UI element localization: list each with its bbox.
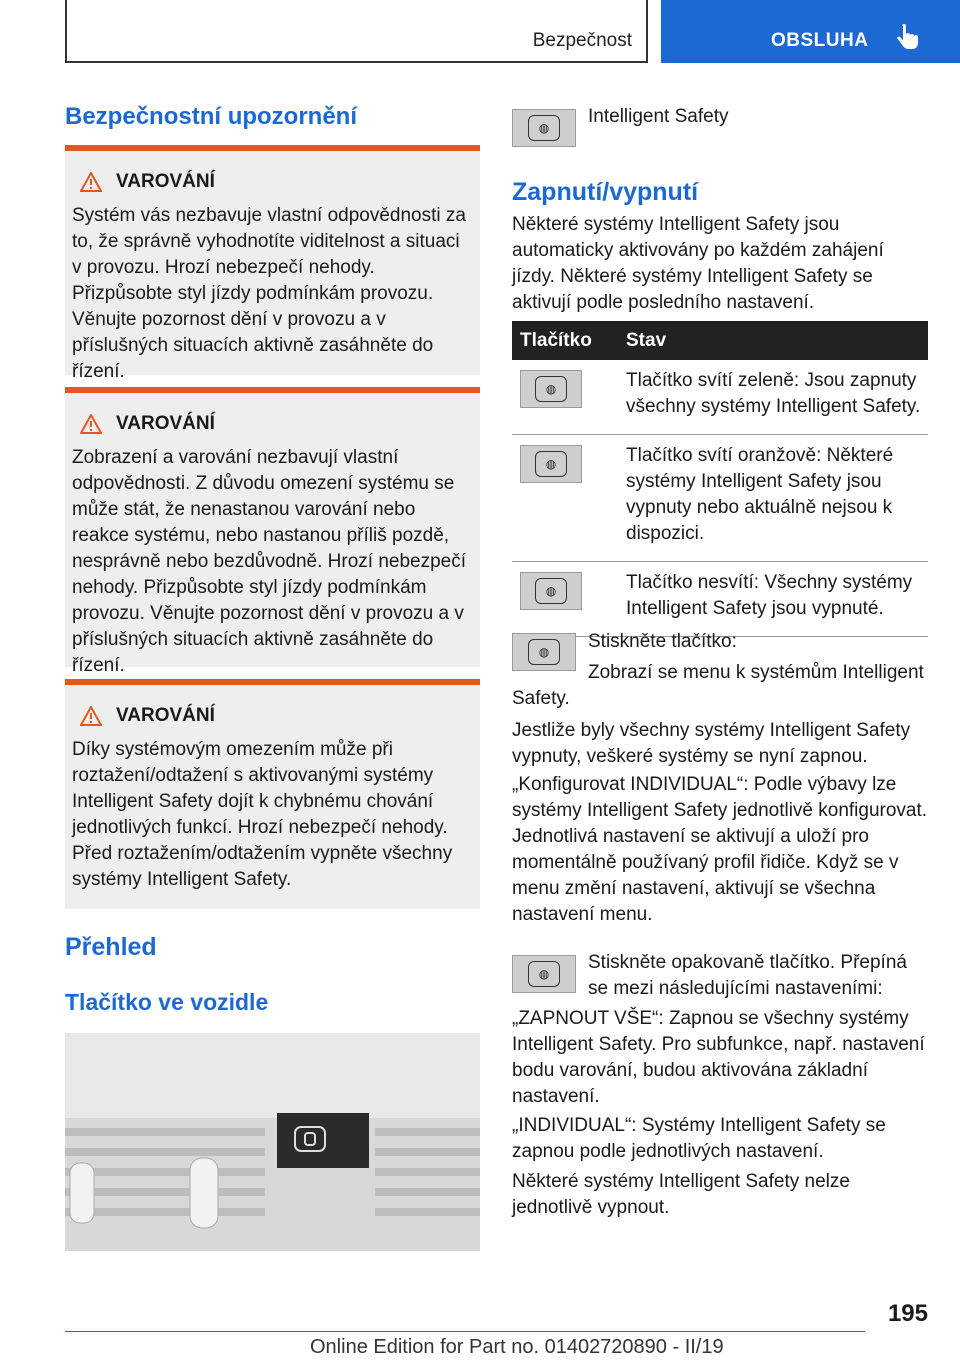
car-safety-icon: ◍ xyxy=(545,457,557,471)
warning-text: Zobrazení a varování nezbavují vlastní odpovědnosti. Z důvodu omezení systému se může stát, že nenastanou varování nebo reakce systému, nebo nastanou příliš pozdě, nesprávně nebo bezdůvodně. Hrozí nebezpečí nehody. Přizpůsobte styl jízdy podmínkám provozu. Věnujte pozornost dění v provozu a v příslušných situacích aktivně zasáhněte do řízení. xyxy=(72,447,466,676)
car-safety-icon: ◍ xyxy=(538,645,550,659)
status-table xyxy=(512,321,928,637)
car-safety-icon: ◍ xyxy=(545,382,557,396)
warning-label: VAROVÁNÍ xyxy=(116,705,215,726)
warning-triangle-icon xyxy=(80,706,102,726)
warning-triangle-icon xyxy=(80,172,102,192)
hand-pointer-icon xyxy=(897,24,919,52)
table-row xyxy=(512,562,928,637)
warning-label: VAROVÁNÍ xyxy=(116,171,215,192)
warning-text: Systém vás nezbavuje vlastní odpovědnosti za to, že správně vyhodnotíte viditelnost a situaci v provozu. Hrozí nebezpečí nehody. Přizpůsobte styl jízdy podmínkám provozu. Věnujte pozornost dění v provozu a v příslušných situacích aktivně zasáhněte do řízení. xyxy=(72,205,466,382)
button-in-vehicle-title: Tlačítko ve vozidle xyxy=(65,989,269,1015)
overview-title: Přehled xyxy=(65,933,157,961)
press-step-1: Stiskněte tlačítko: xyxy=(588,631,737,652)
car-safety-icon: ◍ xyxy=(545,584,557,598)
warning-box-3 xyxy=(65,679,480,909)
state-text: Tlačítko svítí zeleně: Jsou zapnuty všechny systémy Intelligent Safety. xyxy=(618,360,928,435)
intelligent-safety-button-image xyxy=(512,109,576,147)
header-section-title: Bezpečnost xyxy=(532,30,632,51)
table-row xyxy=(512,435,928,562)
button-green-image xyxy=(520,370,582,408)
table-header-state: Stav xyxy=(618,321,928,360)
edition-text: Online Edition for Part no. 01402720890 - II/19 xyxy=(310,1336,724,1358)
header-chapter-tab[interactable] xyxy=(661,0,960,63)
toggle-title: Zapnutí/vypnutí xyxy=(512,178,699,206)
press-result-1: Zobrazí se menu k systémům Intelligent Safety. xyxy=(512,662,924,709)
page-number: 195 xyxy=(887,1300,928,1327)
warning-box-1 xyxy=(65,145,480,382)
toggle-intro-text: Některé systémy Intelligent Safety jsou automaticky aktivovány po každém zahájení jízdy. Některé systémy Intelligent Safety se aktivují podle posledního nastavení. xyxy=(512,214,884,313)
header-section-box xyxy=(65,0,648,63)
warning-label: VAROVÁNÍ xyxy=(116,413,215,434)
warning-triangle-icon xyxy=(80,414,102,434)
configure-individual-text: „Konfigurovat INDIVIDUAL“: Podle výbavy lze systémy Intelligent Safety jednotlivě konfigurovat. Jednotlivá nastavení se aktivují a uloží pro momentálně používaný profil řidiče. Když se v menu změní nastavení, aktivují se všechna nastavení menu. xyxy=(512,774,928,925)
state-text: Tlačítko nesvítí: Všechny systémy Intelligent Safety jsou vypnuté. xyxy=(618,562,928,637)
footer-divider xyxy=(65,1331,865,1332)
button-orange-image xyxy=(520,445,582,483)
state-text: Tlačítko svítí oranžově: Některé systémy Intelligent Safety jsou vypnuty nebo aktuálně nejsou k dispozici. xyxy=(618,435,928,562)
button-off-image xyxy=(520,572,582,610)
car-safety-icon: ◍ xyxy=(538,967,550,981)
cannot-disable-text: Některé systémy Intelligent Safety nelze jednotlivě vypnout. xyxy=(512,1171,850,1218)
press-button-image-2 xyxy=(512,955,576,993)
press-step-2: Stiskněte opakovaně tlačítko. Přepíná se mezi následujícími nastaveními: xyxy=(588,952,907,999)
all-off-text: Jestliže byly všechny systémy Intelligent Safety vypnuty, veškeré systémy se nyní zapnou. xyxy=(512,720,911,767)
table-header-button: Tlačítko xyxy=(512,321,618,360)
vehicle-button-photo xyxy=(65,1033,480,1251)
car-safety-icon: ◍ xyxy=(538,121,550,135)
warning-box-2 xyxy=(65,387,480,676)
switch-on-all-text: „ZAPNOUT VŠE“: Zapnou se všechny systémy Intelligent Safety. Pro subfunkce, např. nastavení bodu varování, budou aktivována základní nastavení. xyxy=(512,1008,925,1107)
safety-notes-title: Bezpečnostní upozornění xyxy=(65,103,358,130)
table-row xyxy=(512,360,928,435)
individual-text: „INDIVIDUAL“: Systémy Intelligent Safety se zapnou podle jednotlivých nastavení. xyxy=(512,1115,886,1162)
header-chapter-title: OBSLUHA xyxy=(771,30,869,51)
warning-text: Díky systémovým omezením může při roztažení/odtažení s aktivovanými systémy Intelligent Safety dojít k chybnému chování jednotlivých funkcí. Hrozí nebezpečí nehody. Před roztažením/odtažením vypněte všechny systémy Intelligent Safety. xyxy=(72,739,453,890)
intelligent-safety-label: Intelligent Safety xyxy=(588,106,729,127)
